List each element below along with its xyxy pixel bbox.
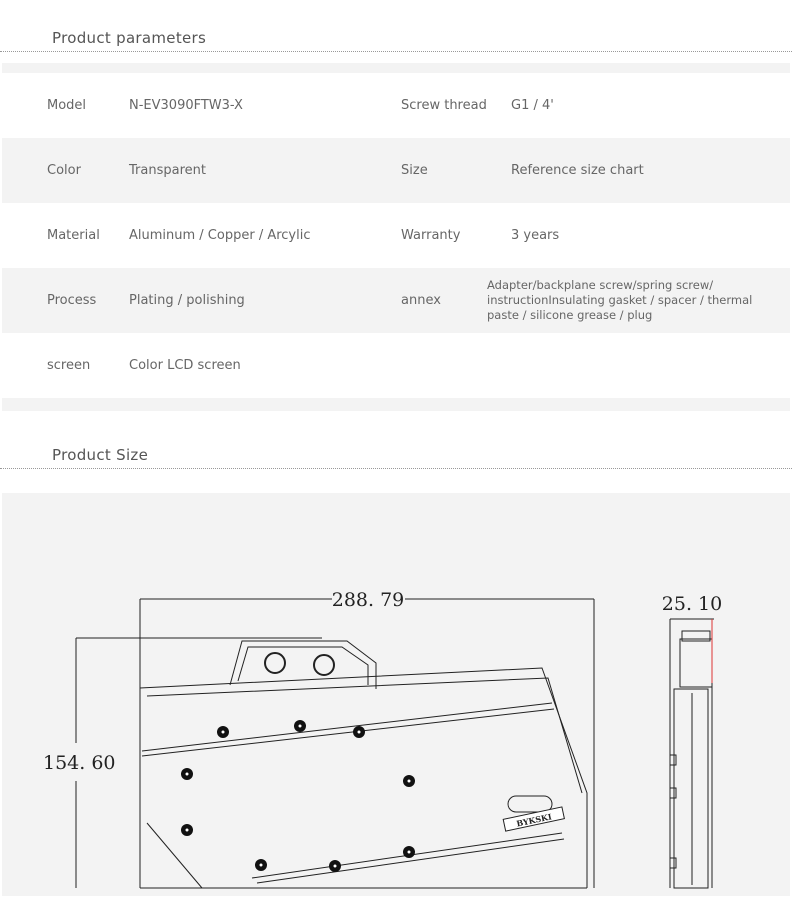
param-value: Adapter/backplane screw/spring screw/ instructionInsulating gasket / spacer / thermal paste / silicone grease / plug	[487, 278, 753, 322]
params-divider	[0, 51, 792, 52]
param-value: Reference size chart	[511, 163, 644, 178]
param-label: Color	[47, 163, 81, 178]
size-drawing-panel	[2, 493, 790, 896]
size-divider	[0, 468, 792, 469]
param-value: Color LCD screen	[129, 358, 241, 373]
height-dimension-label: 154. 60	[43, 752, 116, 774]
param-value: Aluminum / Copper / Arcylic	[129, 228, 311, 243]
table-row	[2, 138, 790, 203]
width-dimension-label: 288. 79	[331, 589, 405, 611]
dimension-drawing	[2, 493, 790, 896]
param-label: Size	[401, 163, 428, 178]
params-table	[2, 63, 790, 411]
param-label: annex	[401, 293, 441, 308]
params-section-title: Product parameters	[52, 29, 207, 47]
size-section-title: Product Size	[52, 446, 149, 464]
param-label: Model	[47, 98, 87, 113]
param-value: G1 / 4'	[511, 98, 554, 113]
table-row	[2, 203, 790, 268]
brand-plate-text: BYKSKI	[515, 811, 553, 829]
param-value: N-EV3090FTW3-X	[129, 98, 243, 113]
table-row	[2, 73, 790, 138]
table-row	[2, 268, 790, 333]
param-label: screen	[47, 358, 91, 373]
param-value: Transparent	[129, 163, 206, 178]
param-label: Screw thread	[401, 98, 487, 113]
param-label: Material	[47, 228, 100, 243]
param-label: Warranty	[401, 228, 461, 243]
param-value: 3 years	[511, 228, 560, 243]
table-row	[2, 333, 790, 398]
param-value: Plating / polishing	[129, 293, 245, 308]
param-label: Process	[47, 293, 97, 308]
depth-dimension-label: 25. 10	[661, 593, 723, 615]
